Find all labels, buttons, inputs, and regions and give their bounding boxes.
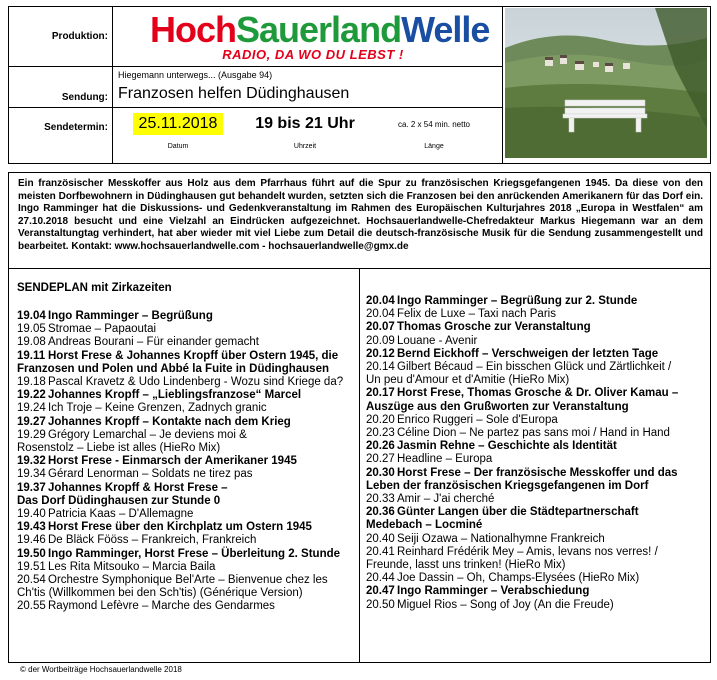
intro-text: Ein französischer Messkoffer aus Holz aus dem Pfarrhaus führt auf die Spur zu französischen Kriegsgefangenen 1945. Da diese von den meisten Dorfbewohnern in Düdinghausen gut behandelt wurden, setzten sich die Franzosen bei den anrückenden Amerikanern für das Dorf ein. Ingo Ramminger hat die Diskussions- und Gedenkveranstaltung im Rahmen des Europäischen Kulturjahres 2018 „Europa in Westfalen“ am 27.10.2018 besucht und eine Vielzahl an Eindrücken aufgezeichnet. Hochsauerlandwelle-Chefredakteur Markus Hiegemann war an dem Veranstaltungtag verhindert, hat aber wieder mit viel Liebe zum Detail die deutsch-französische Musik für die Sendung zusammengestellt und bearbeitet. Kontakt: www.hochsauerlandwelle.com - hochsauerlandwelle@gmx.de [18,178,703,252]
schedule-time: 20.04 [366,308,395,321]
schedule-text: Grégory Lemarchal – Je deviens moi & [48,428,247,441]
schedule-time: 20.14 [366,361,395,374]
schedule-item [366,585,706,598]
schedule-text-continuation: Das Dorf Düdinghausen zur Stunde 0 [17,494,221,507]
schedule-item [17,574,357,587]
schedule-item [17,508,357,521]
schedule-item [17,336,357,349]
body-frame-bottom [8,662,711,663]
schedule-item [17,429,357,442]
logo-slogan: RADIO, DA WO DU LEBST ! [222,47,404,62]
schedule-item [17,402,357,415]
schedule-text: Thomas Grosche zur Veranstaltung [397,321,591,334]
schedule-item [366,387,706,400]
schedule-text: Ingo Ramminger – Verabschiedung [397,585,590,598]
schedule-item [366,321,706,334]
frame-top [8,6,711,7]
schedule-item [366,467,706,480]
schedule-text: Pascal Kravetz & Udo Lindenberg - Wozu sind Kriege da? [48,376,344,389]
schedule-text: Horst Frese & Johannes Kropff über Ostern 1945, die [48,349,339,362]
episode-title: Franzosen helfen Düdinghausen [118,85,350,102]
schedule-text: Ingo Ramminger – Begrüßung zur 2. Stunde [397,295,638,307]
schedule-time: 20.33 [366,493,395,506]
schedule-text: Horst Frese – Der französische Messkoffer und das [397,466,678,479]
schedule-time: 20.04 [366,295,395,307]
schedule-text: Horst Frese - Einmarsch der Amerikaner 1945 [48,455,297,468]
schedule-text: Johannes Kropff & Horst Frese – [48,481,228,494]
schedule-text: Günter Langen über die Städtepartnerschaft [397,506,639,519]
schedule-text: Joe Dassin – Oh, Champs-Elysées (HieRo Mix) [397,572,640,585]
schedule-text: Seiji Ozawa – Nationalhymne Frankreich [397,532,605,545]
schedule-text: Horst Frese über den Kirchplatz um Ostern 1945 [48,521,312,534]
schedule-time: 20.55 [17,600,46,613]
schedule-item [17,548,357,561]
schedule-time: 19.40 [17,508,46,521]
row-divider-2 [8,107,502,108]
schedule-time: 19.27 [17,415,46,428]
village-landscape-image [505,8,707,158]
schedule-text-continuation: Un peu d'Amour et d'Amitie (HieRo Mix) [366,374,570,387]
label-sendung: Sendung: [61,92,108,103]
schedule-time: 19.50 [17,547,46,560]
schedule-text-continuation: Medebach – Locminé [366,519,483,532]
schedule-text: Andreas Bourani – Für einander gemacht [48,336,259,349]
schedule-text-continuation: Rosenstolz – Liebe ist alles (HieRo Mix) [17,442,221,455]
copyright-footer: © der Wortbeiträge Hochsauerlandwelle 2018 [20,665,182,674]
schedule-time: 20.23 [366,427,395,440]
schedule-item [17,323,357,336]
schedule-item [17,534,357,547]
schedule-item [17,521,357,534]
schedule-time: 19.51 [17,560,46,573]
broadcast-length: ca. 2 x 54 min. netto [397,120,471,129]
schedule-item [17,455,357,468]
row-divider-1 [8,66,502,67]
schedule-text: Johannes Kropff – „Lieblingsfranzose“ Marcel [48,389,302,402]
schedule-time: 19.22 [17,389,46,402]
schedule-item [366,572,706,585]
schedule-time: 20.09 [366,334,395,347]
schedule-item [366,335,706,348]
schedule-text: Johannes Kropff – Kontakte nach dem Krieg [48,415,291,428]
logo-part-welle: Welle [401,9,490,50]
schedule-time: 20.41 [366,545,395,558]
schedule-time: 19.32 [17,455,46,468]
schedule-text: Raymond Lefèvre – Marche des Gendarmes [48,600,275,613]
village-photo [505,8,707,158]
schedule-item [17,350,357,363]
schedule-text: Amir – J'ai cherché [397,493,495,506]
schedule-item [366,348,706,361]
schedule-text: Bernd Eickhoff – Verschweigen der letzten Tage [397,347,659,360]
schedule-text-continuation: Leben der französischen Kriegsgefangenen im Dorf [366,479,649,492]
schedule-text: Jasmin Rehne – Geschichte als Identität [397,440,617,453]
schedule-item [17,468,357,481]
schedule-text: Ich Troje – Keine Grenzen, Zadnych granic [48,402,267,415]
schedule-item [366,546,706,559]
schedule-text: Reinhard Frédérik Mey – Amis, levans nos verres! / [397,545,658,558]
schedule-time: 20.36 [366,506,395,519]
label-laenge: Länge [424,143,444,150]
schedule-right-column [366,295,706,612]
frame-right [710,6,711,164]
schedule-item [366,440,706,453]
schedule-item [366,295,706,308]
schedule-item [366,533,706,546]
schedule-time: 19.24 [17,402,46,415]
schedule-time: 19.43 [17,521,46,534]
schedule-text: Orchestre Symphonique Bel'Arte – Bienvenue chez les [48,574,328,587]
schedule-time: 20.44 [366,572,395,585]
schedule-text: Gilbert Bécaud – Ein bisschen Glück und Zärtlichkeit / [397,361,672,374]
intro-frame-top [8,172,711,173]
schedule-time: 20.27 [366,453,395,466]
schedule-item [17,561,357,574]
schedule-text-continuation: Freunde, lasst uns trinken! (HieRo Mix) [366,559,566,572]
schedule-time: 19.34 [17,468,46,481]
broadcast-time: 19 bis 21 Uhr [255,115,355,132]
schedule-time: 19.18 [17,376,46,389]
column-divider [359,268,360,662]
broadcast-date: 25.11.2018 [133,113,223,135]
schedule-text: Céline Dion – Ne partez pas sans moi / Hand in Hand [397,427,670,440]
body-frame-left [8,172,9,663]
schedule-time: 20.40 [366,532,395,545]
label-produktion: Produktion: [51,31,108,42]
schedule-text: Miguel Rios – Song of Joy (An die Freude) [397,598,614,611]
schedule-item [17,416,357,429]
schedule-text: Gérard Lenorman – Soldats ne tirez pas [48,468,253,481]
schedule-text: Stromae – Papaoutai [48,323,157,336]
schedule-text: Felix de Luxe – Taxi nach Paris [397,308,556,321]
body-frame-right [710,172,711,663]
label-uhrzeit: Uhrzeit [293,143,317,150]
schedule-time: 20.17 [366,387,395,400]
sendeplan-title: SENDEPLAN mit Zirkazeiten [17,282,172,294]
schedule-time: 20.20 [366,413,395,426]
frame-bottom [8,163,711,164]
logo-part-sauerland: Sauerland [236,9,402,50]
schedule-item [17,600,357,613]
schedule-item [366,493,706,506]
schedule-item [366,361,706,374]
schedule-text: Ingo Ramminger, Horst Frese – Überleitung 2. Stunde [48,547,341,560]
schedule-item [17,376,357,389]
schedule-text: Enrico Ruggeri – Sole d'Europa [397,413,558,426]
schedule-item [366,308,706,321]
schedule-text: Patricia Kaas – D'Allemagne [48,508,194,521]
schedule-time: 19.05 [17,323,46,336]
schedule-left-column [17,310,357,614]
label-column-divider [112,6,113,164]
schedule-time: 20.54 [17,574,46,587]
schedule-item [17,389,357,402]
schedule-item [366,599,706,612]
schedule-time: 19.11 [17,349,46,362]
station-logo [128,8,498,66]
schedule-item [17,310,357,323]
schedule-text: Les Rita Mitsouko – Marcia Baila [48,560,216,573]
photo-divider [502,6,503,164]
schedule-time: 19.08 [17,336,46,349]
schedule-text-continuation: Franzosen und Polen und Abbé la Fuite in Düdinghausen [17,362,329,375]
schedule-time: 19.37 [17,481,46,494]
schedule-text: Headline – Europa [397,453,493,466]
schedule-time: 20.07 [366,321,395,334]
schedule-text-continuation: Auszüge aus den Grußworten zur Veranstaltung [366,400,629,413]
logo-part-hoch: Hoch [150,9,236,50]
schedule-text: Louane - Avenir [397,334,478,347]
schedule-time: 20.12 [366,347,395,360]
schedule-time: 20.47 [366,585,395,598]
frame-left [8,6,9,164]
schedule-item [366,506,706,519]
series-name: Hiegemann unterwegs... (Ausgabe 94) [118,70,273,80]
schedule-time: 19.46 [17,534,46,547]
logo-wordmark [150,8,489,52]
schedule-time: 19.29 [17,428,46,441]
schedule-time: 20.26 [366,440,395,453]
label-sendetermin: Sendetermin: [44,122,108,133]
schedule-time: 20.50 [366,598,395,611]
schedule-text: Ingo Ramminger – Begrüßung [48,310,213,322]
schedule-item [17,482,357,495]
schedule-time: 20.30 [366,466,395,479]
label-datum: Datum [167,143,189,150]
schedule-item [366,453,706,466]
schedule-time: 19.04 [17,310,46,322]
schedule-item [366,414,706,427]
schedule-item [366,427,706,440]
schedule-text-continuation: Ch'tis (Willkommen bei den Sch'tis) (Générique Version) [17,587,303,600]
schedule-text: Horst Frese, Thomas Grosche & Dr. Oliver Kamau – [397,387,679,400]
schedule-text: De Bläck Fööss – Frankreich, Frankreich [48,534,257,547]
